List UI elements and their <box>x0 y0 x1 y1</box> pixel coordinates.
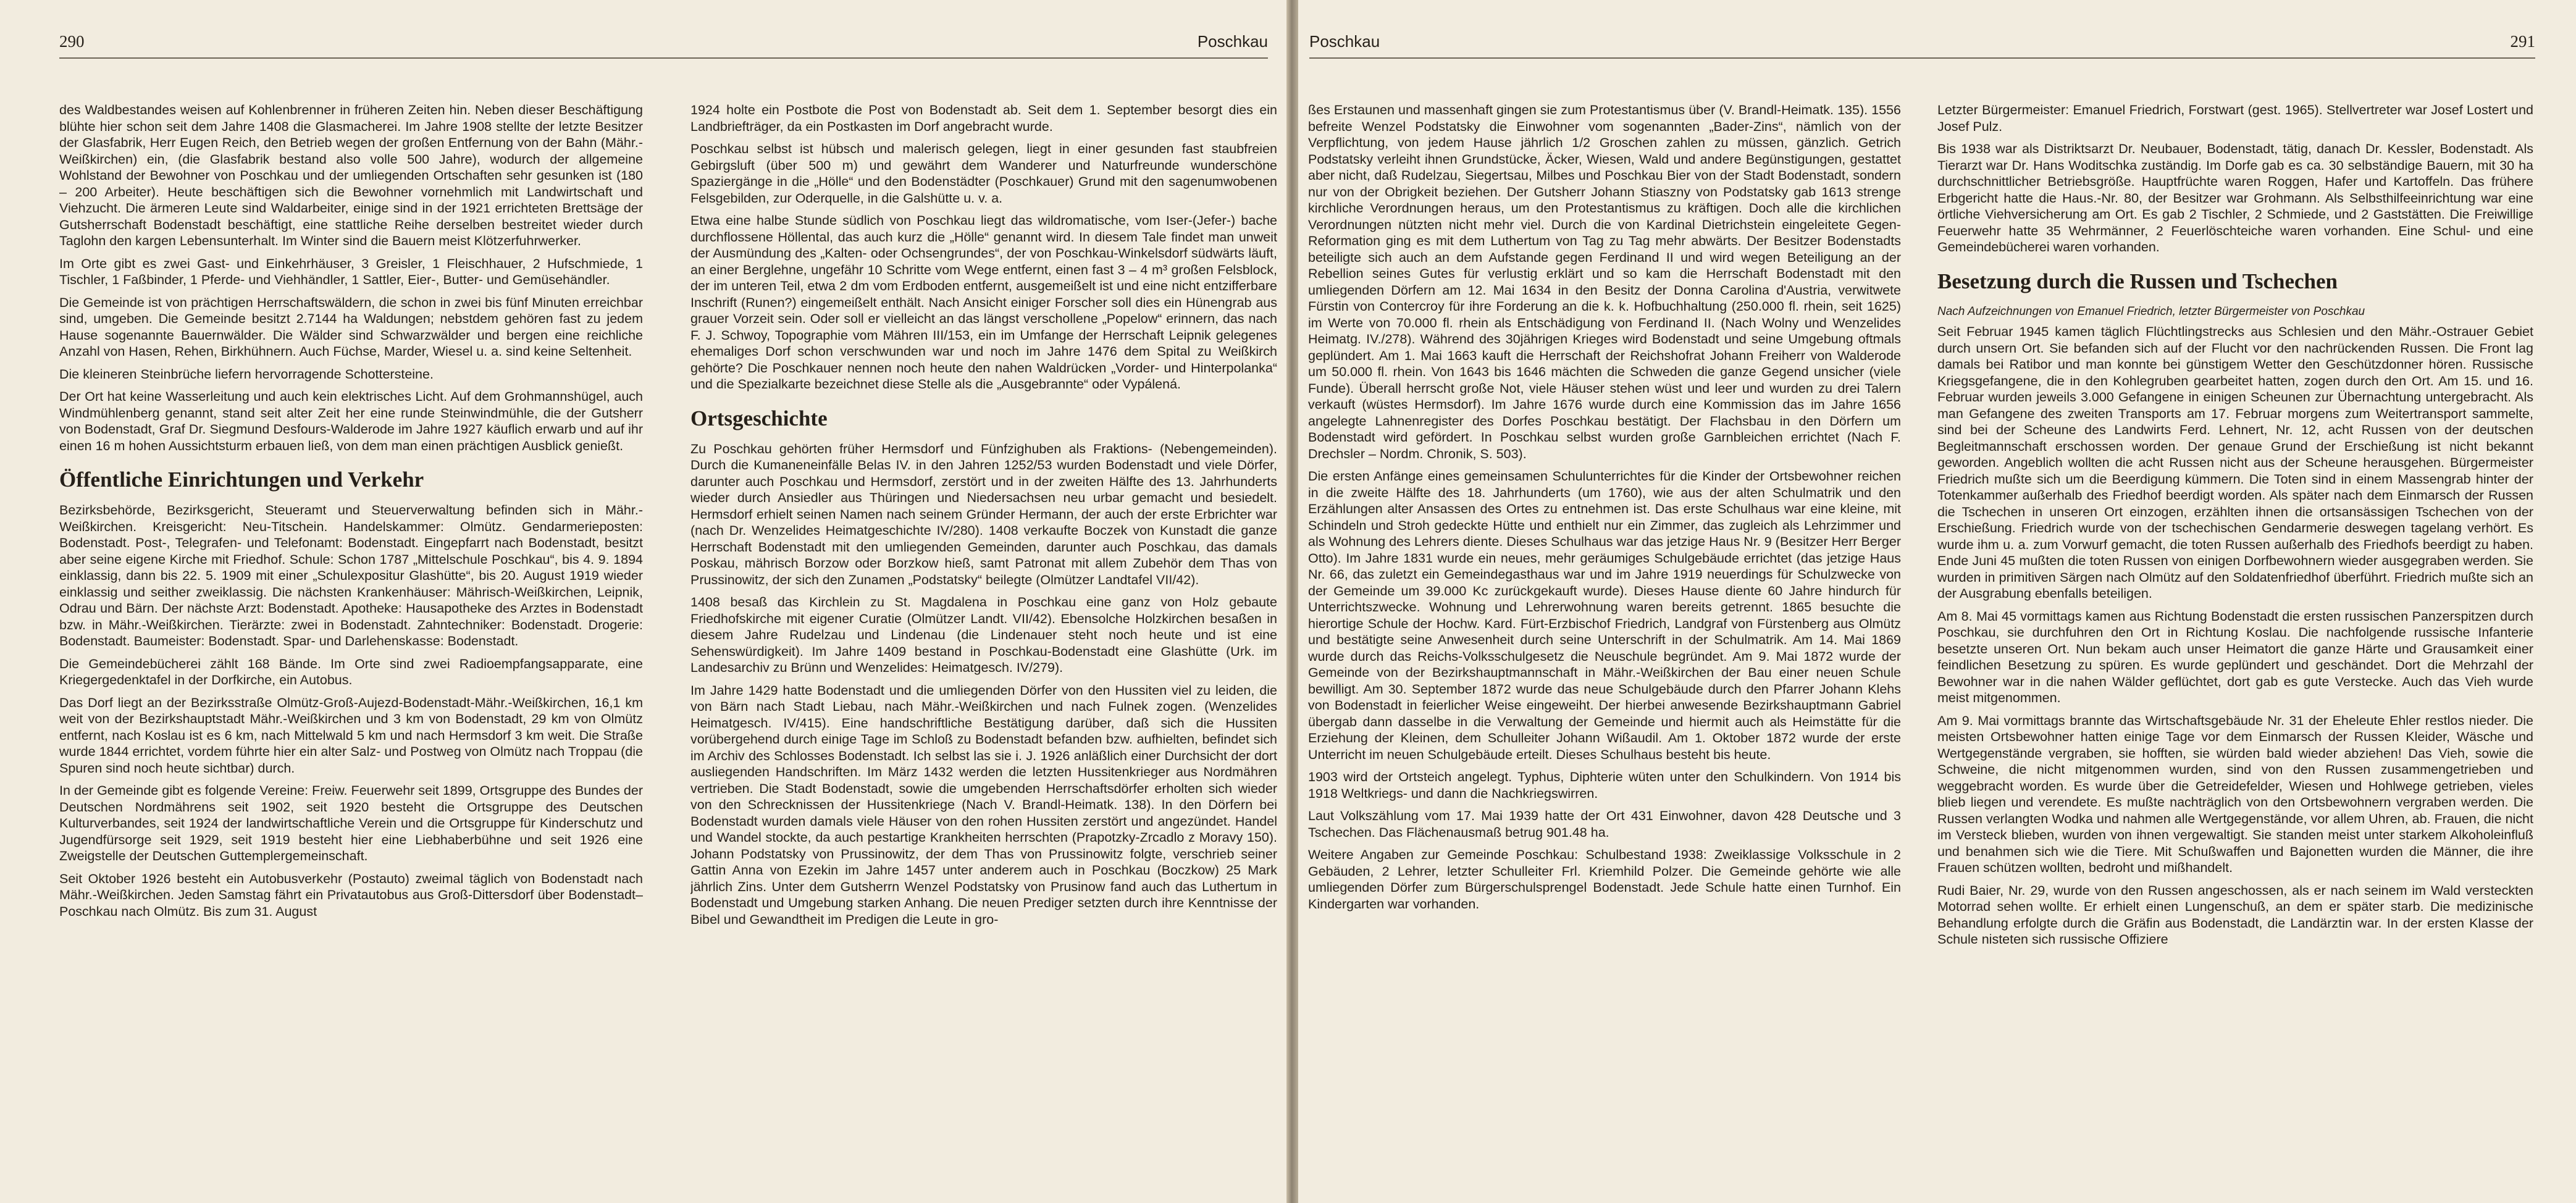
paragraph: 1903 wird der Ortsteich angelegt. Typhus, Diphterie wüten unter den Schulkindern. Von 1914 bis 1918 Weltkriegs- und dann die Nachkriegswirren. <box>1308 769 1901 801</box>
paragraph: Rudi Baier, Nr. 29, wurde von den Russen angeschossen, als er nach seinem im Wald versteckten Motorrad sehen wollte. Er erhielt einen Lungenschuß, an dem er später starb. Die medizinische Behandlung erfolgte durch die Gräfin aus Bodenstadt, die Landärztin war. In der ersten Klasse der Schule nisteten sich russische Offiziere <box>1937 882 2533 947</box>
left-page <box>0 0 1286 1203</box>
text-column-2 <box>1937 102 2533 1195</box>
running-head: Poschkau <box>1197 32 1268 51</box>
paragraph: Laut Volkszählung vom 17. Mai 1939 hatte der Ort 431 Einwohner, davon 428 Deutsche und 3 Tschechen. Das Flächenausmaß betrug 901.48 ha. <box>1308 808 1901 840</box>
running-head: Poschkau <box>1309 32 1380 51</box>
header-rule <box>1309 57 2535 59</box>
section-heading: Öffentliche Einrichtungen und Verkehr <box>59 467 424 492</box>
paragraph: Zu Poschkau gehörten früher Hermsdorf und Fünfzighuben als Fraktions- (Nebengemeinden). Durch die Kumanenеinfälle Belas IV. in den Jahren 1252/53 wurden Bodenstadt und viele Dörfer, darunter auch Poschkau und Hermsdorf, zerstört und in der zweiten Hälfte des 13. Jahrhunderts wieder durch Ansiedler aus Thüringen und Niedersachsen neu urbar gemacht und besiedelt. Hermsdorf erhielt seinen Namen nach seinem Gründer Hermann, der auch der erste Erbrichter war (nach Dr. Wenzelides Heimatgeschichte IV/280). 1408 verkaufte Boczek von Kunstadt die ganze Herrschaft Bodenstadt mit den umliegenden Gemeinden, darunter auch Poschkau, das damals Poskau, mährisch Borzow oder Borzkow hieß, samt Patronat mit allem Zubehör dem Thas von Prussinowitz, der sich den Zunamen „Podstatsky“ beilegte (Olmützer Landtafel VII/42). <box>690 441 1277 587</box>
paragraph: Etwa eine halbe Stunde südlich von Poschkau liegt das wildromatische, vom Iser-(Jefer-) bache durchflossene Höllental, das auch kurz die „Hölle“ genannt wird. In diesem Tale findet man unweit der Ausmündung des „Kalten- oder Ochsengrundes“, der von Poschkau-Winkelsdorf südwärts läuft, an einer Berglehne, ungefähr 10 Schritte vom Wege entfernt, einen fast 3 – 4 m³ großen Felsblock, der im unteren Teil, etwa 2 dm vom Erdboden entfernt, ausgemeißelt ist und eine nicht entzifferbare Inschrift (Runen?) eingemeißelt enthält. Nach Ansicht einiger Forscher soll dies ein Hünengrab aus grauer Vorzeit sein. Oder soll er vielleicht an das längst verschollene „Popelow“ erinnern, das nach F. J. Schwoy, Topographie vom Mähren III/153, ein im Umfange der Herrschaft Leipnik gelegenes ehemaliges Dorf schon verschwunden war und noch im Jahre 1476 dem Spital zu Weißkirch gehörte? Die Poschkauer nennen noch heute den nahen Waldrücken „Vorder- und Hinterpolanka“ und die Spezialkarte bezeichnet diese Stelle als die „Ausgebrannte“ oder Vypálená. <box>690 213 1277 392</box>
text-column-1 <box>59 102 643 1195</box>
paragraph: Letzter Bürgermeister: Emanuel Friedrich, Forstwart (gest. 1965). Stellvertreter war Josef Lostert und Josef Pulz. <box>1937 103 2533 134</box>
text-column-1 <box>1308 102 1901 1195</box>
paragraph: Poschkau selbst ist hübsch und malerisch gelegen, liegt in einer gesunden fast staubfreien Gebirgsluft (über 500 m) und gewährt dem Wanderer und Naturfreunde wunderschöne Spaziergänge in die „Hölle“ und den Bodenstädter (Poschkauer) Grund mit den sagenumwobenen Felsgebilden, zur Oderquelle, in die Galshütte u. v. a. <box>690 141 1277 206</box>
paragraph: Die Gemeinde ist von prächtigen Herrschaftswäldern, die schon in zwei bis fünf Minuten erreichbar sind, umgeben. Die Gemeinde besitzt 2.7144 ha Waldungen; nebstdem gehören fast zu jedem Hause sogenannte Bauernwälder. Die Wälder sind Schwarzwälder und bergen eine reichliche Anzahl von Hasen, Rehen, Birkhühnern. Auch Füchse, Marder, Wiesel u. a. sind keine Seltenheit. <box>59 295 643 359</box>
right-page <box>1298 0 2576 1203</box>
paragraph: 1408 besaß das Kirchlein zu St. Magdalena in Poschkau eine ganz von Holz gebaute Friedhofskirche mit eigener Curatie (Olmützer Landt. VII/42). Ebensolche Holzkirchen besaßen in diesem Jahre Rudelzau und Lindenau (die Lindenauer steht noch heute und ist eine Sehenswürdigkeit). Im Jahre 1409 bestand in Poschkau-Bodenstadt eine Glashütte (Urk. im Landesarchiv zu Brünn und Wenzelides: Heimatgesch. IV/279). <box>690 595 1277 675</box>
paragraph: ßes Erstaunen und massenhaft gingen sie zum Protestantismus über (V. Brandl-Heimatk. 135). 1556 befreite Wenzel Podstatsky die Einwohner vom sogenannten „Bader-Zins“, nämlich von der Verpflichtung, von jedem Hause jährlich 1/2 Groschen zahlen zu müssen, gänzlich. Getrich Podstatsky verleiht ihnen Grundstücke, Äcker, Wiesen, Wald und andere Begünstigungen, gestattet aber nicht, daß Rudelzau, Siegertsau, Milbes und Poschkau Bier von der Stadt Bodenstadt, sondern nur von der Obrigkeit beziehen. Der Gutsherr Johann Stiaszny von Podstatsky gab 1613 strenge kirchliche Verordnungen heraus, um den Protestantismus zu kräftigen. Doch alle die kirchlichen Verordnungen nützten nicht mehr viel. Durch die von Kardinal Dietrichstein eingeleitete Gegen-Reformation ging es mit dem Luthertum von Tag zu Tag mehr abwärts. Der Besitzer Bodenstadts beteiligte sich auch an dem Aufstande gegen Ferdinand II und wird wegen Beteiligung an der Rebellion seines Gutes für verlustig erklärt und so kam die Herrschaft Bodenstadt mit den umliegenden Dörfern am 12. Mai 1634 in den Besitz der Donna Carolina d'Austria, verwitwete Fürstin von Contercroy für ihre Forderung an die k. k. Hofbuchhaltung (250.000 fl. rhein, seit 1625) im Werte von 70.000 fl. rhein als Entschädigung von Ferdinand II. (Nach Wolny und Wenzelides Heimatg. IV./278). Während des 30jährigen Krieges wird Bodenstadt und seine Umgebung oftmals geplündert. Am 1. Mai 1663 kauft die Herrschaft der Reichshofrat Johann Freiherr von Walderode um 50.000 fl. rhein. Von 1643 bis 1646 mächten die Schweden die ganze Gegend unsicher (viele Funde). Überall herrscht große Not, viele Häuser stehen wüst und leer und wurden zu drei Talern verkauft (wüstes Hermsdorf). Im Jahre 1676 wurde durch eine Kommission das im Jahre 1656 angelegte Lahnenregister des Dorfes Poschkau bestätigt. Der Flachsbau in den Dörfern um Bodenstadt wird gefördert. In Poschkau selbst wurden große Garnbleichen errichtet (Nach F. Drechsler – Nordm. Chronik, S. 503). <box>1308 103 1901 461</box>
paragraph: Im Jahre 1429 hatte Bodenstadt und die umliegenden Dörfer von den Hussiten viel zu leiden, die von Bärn nach Stadt Liebau, nach Mähr.-Weißkirchen und nach Fulnek zogen. (Wenzelides Heimatgesch. IV/415). Eine handschriftliche Bestätigung darüber, daß sich die Hussiten vorübergehend durch einige Tage im Schloß zu Bodenstadt befanden bzw. aufhielten, befindet sich im Archiv des Schlosses Bodenstadt. Ich selbst las sie i. J. 1926 anläßlich einer Durchsicht der dort ausliegenden Handschriften. Im März 1432 werden die letzten Hussitenkrieger aus Nordmähren vertrieben. Die Stadt Bodenstadt, sowie die umgebenden Herrschaftsdörfer erholten sich wieder von den Schrecknissen der Hussitenkriege (Nach V. Brandl-Heimatk. 138). In den Dörfern bei Bodenstadt wurden damals viele Häuser von den rohen Hussiten zerstört und angezündet. Handel und Wandel stockte, da auch pestartige Krankheiten herrschten (Prapotzky-Zrcadlo z Moravy 150). Johann Podstatsky von Prussinowitz, der dem Thas von Prussinowitz folgte, verschrieb seiner Gattin Anna von Ezekin im Jahre 1457 unter anderem auch in Poschkau (Boczkow) 25 Mark jährlich Zins. Unter dem Gutsherrn Wenzel Podstatsky von Prusinow fand auch das Luthertum in Bodenstadt und Umgebung starken Anhang. Die neuen Prediger setzten durch ihre Kenntnisse der Bibel und Gewandtheit im Predigen die Leute in gro- <box>690 682 1277 927</box>
text-column-2 <box>690 102 1277 1195</box>
paragraph: Das Dorf liegt an der Bezirksstraße Olmütz-Groß-Aujezd-Bodenstadt-Mähr.-Weißkirchen, 16,1 km weit von der Bezirkshauptstadt Mähr.-Weißkirchen und 3 km von Bodenstadt, 29 km von Olmütz entfernt, nach Koslau ist es 6 km, nach Mittelwald 5 km und nach Hermsdorf 3 km weit. Die Straße wurde 1844 errichtet, vordem führte hier ein alter Salz- und Postweg von Olmütz nach Troppau (die Spuren sind noch heute sichtbar) durch. <box>59 695 643 776</box>
paragraph: Am 9. Mai vormittags brannte das Wirtschaftsgebäude Nr. 31 der Eheleute Ehler restlos nieder. Die meisten Ortsbewohner hatten einige Tage vor dem Einmarsch der Russen Kleider, Wäsche und Wertgegenstände vergraben, sie hofften, sie würden bald wieder abziehen! Das Vieh, sowie die Schweine, die nicht mitgenommen wurden, sind von den Russen zusammengetrieben und weggebracht worden. Es wurde über die Getreidefelder, Wiesen und Hohlwege getrieben, vieles blieb liegen und verendete. Es mußte nachträglich von den Ortsbewohnern vergraben werden. Die Russen verlangten Wodka und nahmen alle Wertgegenstände, vor allem Uhren, ab. Frauen, die nicht im Versteck blieben, wurden von ihnen vergewaltigt. Sie standen meist unter starkem Alkoholeinfluß und benahmen sich wie die Tiere. Mit Schußwaffen und Bajonetten wurden die Männer, die ihre Frauen schützen wollten, bedroht und mißhandelt. <box>1937 713 2533 875</box>
paragraph: Die kleineren Steinbrüche liefern hervorragende Schottersteine. <box>59 366 434 382</box>
page-number: 290 <box>59 32 85 51</box>
book-gutter <box>1286 0 1298 1203</box>
paragraph: Am 8. Mai 45 vormittags kamen aus Richtung Bodenstadt die ersten russischen Panzerspitzen durch Poschkau, sie durchfuhren den Ort in Richtung Koslau. Die nachfolgende russische Infanterie besetzte unseren Ort. Nun bekam auch unser Heimatort die ganze Härte und Grausamkeit einer feindlichen Besetzung zu spüren. Es wurde geplündert und geschändet. Dort die Mehrzahl der Bewohner war in die nahen Wälder geflüchtet, dort gab es gute Verstecke. Auch das Vieh wurde meist mitgenommen. <box>1937 608 2533 705</box>
paragraph: Im Orte gibt es zwei Gast- und Einkehrhäuser, 3 Greisler, 1 Fleischhauer, 2 Hufschmiede, 1 Tischler, 1 Faßbinder, 1 Pferde- und Viehhändler, 1 Sattler, Eier-, Butter- und Gemüsehändler. <box>59 256 643 287</box>
paragraph: Der Ort hat keine Wasserleitung und auch kein elektrisches Licht. Auf dem Grohmannshügel, auch Windmühlenberg genannt, stand seit alter Zeit her eine runde Steinwindmühle, die der Gutsherr von Bodenstadt, Graf Dr. Siegmund Desfours-Walderode im Jahre 1927 käuflich erwarb und auf ihr einen 16 m hohen Aussichtsturm erbauen ließ, von dem man einen prächtigen Ausblick genießt. <box>59 389 643 453</box>
section-heading: Besetzung durch die Russen und Tschechen <box>1937 269 2338 293</box>
header-rule <box>59 57 1268 59</box>
paragraph: des Waldbestandes weisen auf Kohlenbrenner in früheren Zeiten hin. Neben dieser Beschäftigung blühte hier schon seit dem Jahre 1408 die Glasmacherei. Im Jahre 1908 stellte der letzte Besitzer der Glasfabrik, Herr Eugen Reich, den Betrieb wegen der großen Entfernung von der Bahn (Mähr.-Weißkirchen) ein, (die Glasfabrik bestand also volle 500 Jahre), wodurch der allgemeine Wohlstand der Bewohner von Poschkau und der umliegenden Ortschaften sehr gesunken ist (180 – 200 Arbeiter). Heute beschäftigen sich die Bewohner vornehmlich mit Landwirtschaft und Viehzucht. Die ärmeren Leute sind Waldarbeiter, einige sind in der 1921 errichteten Brettsäge der Gutsherrschaft Bodenstadt beschäftigt, eine stattliche Reihe derselben bestreitet wieder durch Taglohn den kargen Lebensunterhalt. Im Winter sind die Bauern meist Klötzerfuhrwerker. <box>59 103 643 248</box>
paragraph: 1924 holte ein Postbote die Post von Bodenstadt ab. Seit dem 1. September besorgt dies ein Landbriefträger, da ein Postkasten im Dorf angebracht wurde. <box>690 103 1277 134</box>
paragraph: Die Gemeindebücherei zählt 168 Bände. Im Orte sind zwei Radioempfangsapparate, eine Kriegergedenktafel in der Dorfkirche, ein Autobus. <box>59 656 643 687</box>
paragraph: Seit Februar 1945 kamen täglich Flüchtlingstrecks aus Schlesien und den Mähr.-Ostrauer Gebiet durch unsern Ort. Sie befanden sich auf der Flucht vor den nachrückenden Russen. Die Front lag damals bei Ratibor und man konnte bei günstigem Wetter den Geschützdonner hören. Russische Kriegsgefangene, die in den Kohlegruben gearbeitet hatten, zogen durch den Ort. Am 15. und 16. Februar wurden jeweils 3.000 Gefangene in einigen Scheunen zur Übernachtung untergebracht. Als man Gefangene des zweiten Transports am 17. Februar morgens zum Weitertransport sammelte, sind bei der Scheune des Landwirts Ferd. Lehnert, Nr. 12, acht Russen von der deutschen Begleitmannschaft erschossen worden. Der genaue Grund der Erschießung ist nicht bekannt geworden. Angeblich wollten die acht Russen nicht aus der Scheune herausgehen. Bürgermeister Friedrich mußte sich um die Beerdigung kümmern. Die Toten sind in einem Massengrab hinter der Totenkammer außerhalb des Friedhof beerdigt worden. Als später nach dem Einmarsch der Russen die Tschechen in unseren Ort einzogen, erzählten ihnen die ortsansässigen Tschechen von der Erschießung. Friedrich wurde von der tschechischen Gendarmerie deswegen tagelang verhört. Es wurde ihm u. a. zum Vorwurf gemacht, die toten Russen außerhalb des Friedhofs beerdigt zu haben. Ende Juni 45 mußten die toten Russen von einigen Dorfbewohnern wieder ausgegraben werden. Sie wurden in primitiven Särgen nach Olmütz auf den Soldatenfriedhof überführt. Friedrich mußte sich an der Ausgrabung ebenfalls beteiligen. <box>1937 324 2533 601</box>
page-number: 291 <box>2510 32 2535 51</box>
paragraph: In der Gemeinde gibt es folgende Vereine: Freiw. Feuerwehr seit 1899, Ortsgruppe des Bundes der Deutschen Nordmährens seit 1902, seit 1920 besteht die Ortsgruppe des Deutschen Kulturverbandes, seit 1924 der landwirtschaftliche Verein und die Ortsgruppe für Kinderschutz und Jugendfürsorge seit 1929, seit 1919 besteht hier eine Liebhaberbühne und seit 1926 eine Zweigstelle der Deutschen Guttemplergemeinschaft. <box>59 783 643 863</box>
paragraph: Die ersten Anfänge eines gemeinsamen Schulunterrichtes für die Kinder der Ortsbewohner reichen in die zweite Hälfte des 18. Jahrhunderts (um 1760), wie aus der alten Schulmatrik und den Erzählungen alter Ansassen des Ortes zu entnehmen ist. Das erste Schulhaus war eine kleine, mit Schindeln und Stroh gedeckte Hütte und enthielt nur ein Zimmer, das zugleich als Lehrzimmer und als Wohnung des Lehrers diente. Dieses Schulhaus war das jetzige Haus Nr. 9 (Besitzer Herr Berger Otto). Im Jahre 1831 wurde ein neues, mehr geräumiges Schulgebäude errichtet (das jetzige Haus Nr. 66, das zuletzt ein Gemeindegasthaus war und im Jahre 1919 neuerdings für Schulzwecke von der Gemeinde um 39.000 Kc zurückgekauft wurde). Dieses Hause diente 60 Jahre hindurch für Unterrichtszwecke. Wohnung und Lehrerwohnung waren bereits getrennt. 1865 besuchte die hierortige Schule der Hochw. Kard. Fürt-Erzbischof Friedrich, Landgraf von Fürstenberg aus Olmütz und bestätigte seine Anwesenheit durch seine Unterschrift in der Schulmatrik. Am 14. Mai 1869 wurde durch das Reichs-Volksschulgesetz die Neuschule begründet. Am 9. Mai 1872 wurde der Gemeinde von der Bezirkshauptmannschaft in Mähr.-Weißkirchen der Bau einer neuen Schule bewilligt. Am 30. September 1872 wurde das neue Schulgebäude durch den Pfarrer Johann Klehs von Bodenstadt in feierlicher Weise eingeweiht. Der hierbei anwesende Bezirkshauptmann Gabriel übergab dann dasselbe in die Verwaltung der Gemeinde und hiermit auch als Heimstätte für die Erziehung der Kleinen, dem Schulleiter Johann Wißaudil. Am 1. Oktober 1872 wurde der erste Unterricht im neuen Schulgebäude erteilt. Dieses Schulhaus besteht bis heute. <box>1308 469 1901 762</box>
paragraph: Seit Oktober 1926 besteht ein Autobusverkehr (Postauto) zweimal täglich von Bodenstadt nach Mähr.-Weißkirchen. Jeden Samstag fährt ein Privatautobus aus Groß-Dittersdorf über Bodenstadt–Poschkau nach Olmütz. Bis zum 31. August <box>59 871 643 919</box>
paragraph: Bezirksbehörde, Bezirksgericht, Steueramt und Steuerverwaltung befinden sich in Mähr.-Weißkirchen. Kreisgericht: Neu-Titschein. Handelskammer: Olmütz. Gendarmerieposten: Bodenstadt. Post-, Telegrafen- und Telefonamt: Bodenstadt. Eingepfarrt nach Bodenstadt, besitzt aber seine eigene Kirche mit Friedhof. Schule: Schon 1787 „Mittelschule Poschkau“, bis 4. 9. 1894 einklassig, dann bis 22. 5. 1909 mit einer „Schulexpositur Glashütte“, bis 20. August 1919 wieder einklassig und seither zweiklassig. Die nächsten Krankenhäuser: Mährisch-Weißkirchen, Leipnik, Odrau und Bärn. Der nächste Arzt: Bodenstadt. Apotheke: Hausapotheke des Arztes in Bodenstadt bzw. in Mähr.-Weißkirchen. Tierärzte: zwei in Bodenstadt. Zahntechniker: Bodenstadt. Drogerie: Bodenstadt. Baumeister: Bodenstadt. Spar- und Darlehenskasse: Bodenstadt. <box>59 503 643 648</box>
section-subtitle: Nach Aufzeichnungen von Emanuel Friedrich, letzter Bürgermeister von Poschkau <box>1937 304 2365 318</box>
paragraph: Bis 1938 war als Distriktsarzt Dr. Neubauer, Bodenstadt, tätig, danach Dr. Kessler, Bodenstadt. Als Tierarzt war Dr. Hans Woditschka zuständig. Im Dorfe gab es ca. 30 selbständige Bauern, mit 30 ha durchschnittlicher Betriebsgröße. Hauptfrüchte waren Roggen, Hafer und Kartoffeln. Das frühere Erbgericht hatte die Haus.-Nr. 80, der Besitzer war Grohmann. Als Selbsthilfeeinrichtung war eine örtliche Viehversicherung am Ort. Es gab 2 Tischler, 2 Schmiede, und 2 Gaststätten. Die Freiwillige Feuerwehr hatte 35 Wehrmänner, 2 Feuerlöschteiche waren vorhanden. Eine Schul- und eine Gemeindebücherei waren vorhanden. <box>1937 141 2533 254</box>
section-heading: Ortsgeschichte <box>690 406 828 430</box>
paragraph: Weitere Angaben zur Gemeinde Poschkau: Schulbestand 1938: Zweiklassige Volksschule in 2 Gebäuden, 2 Lehrer, letzter Schulleiter Frl. Kriemhild Polzer. Die Gemeinde gehörte wie alle umliegenden Dörfer zum Bürgerschulsprengel Bodenstadt. Jede Schule hatte einen Turnhof. Ein Kindergarten war vorhanden. <box>1308 847 1901 912</box>
